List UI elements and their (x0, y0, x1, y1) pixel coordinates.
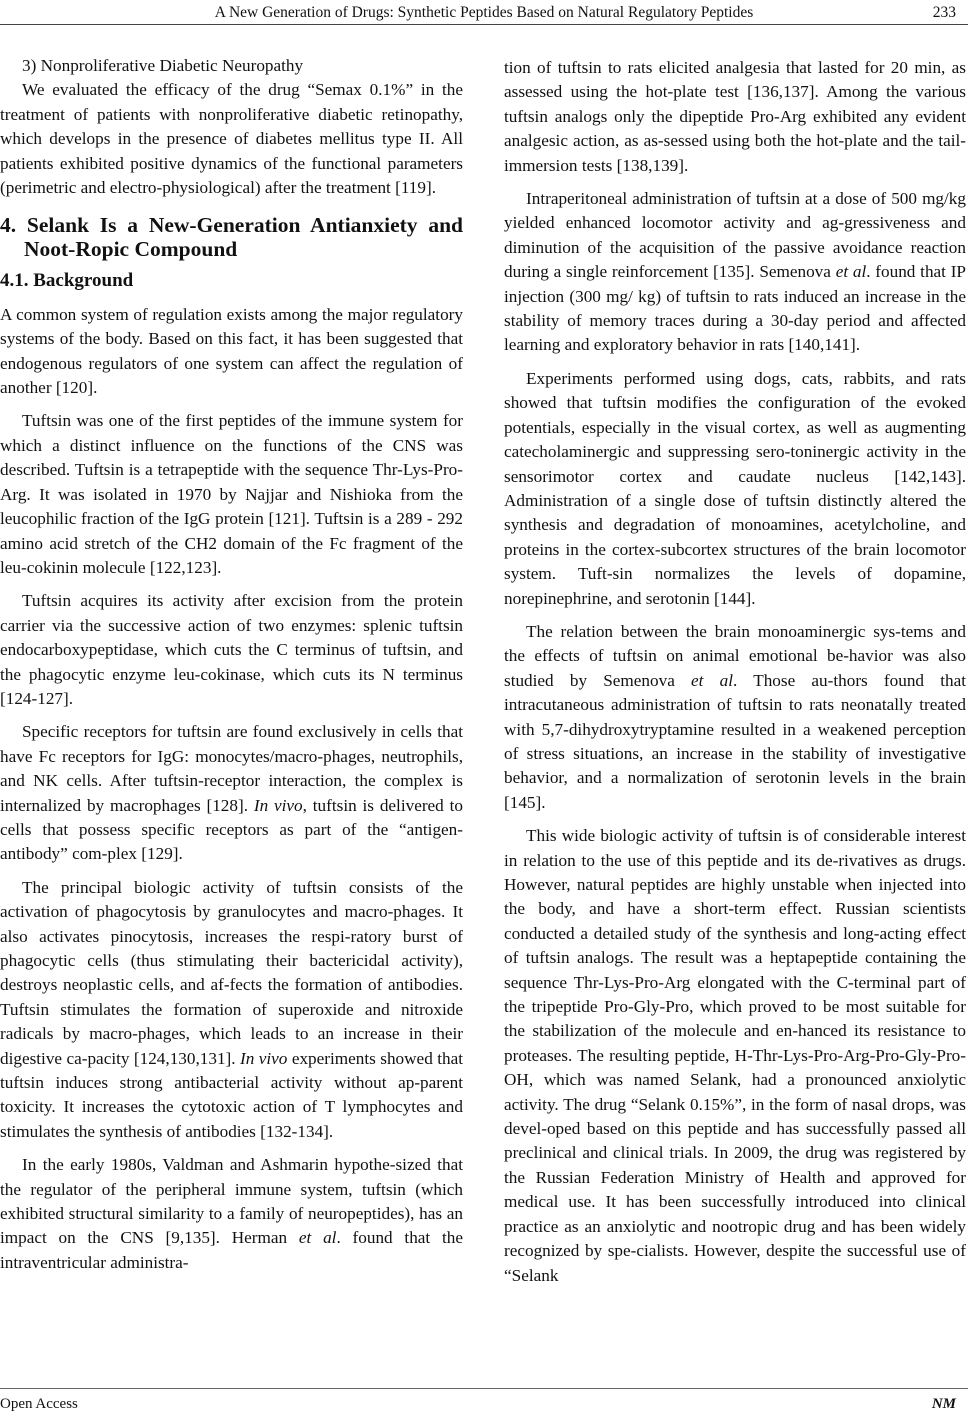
page-number: 233 (932, 4, 956, 21)
italic-text: et al (835, 262, 867, 282)
subsection-title: 4.1. Background (0, 270, 134, 292)
header-rule (0, 24, 968, 25)
text-run: Specific receptors for tuftsin are found exclusively in cells that have Fc receptors for IgG: monocytes/macro-phages, neutrophils, and NK cells. After tuftsin-receptor interaction, the complex is internalized by macrophages [128]. (0, 722, 463, 815)
section-title: 4. Selank Is a New-Generation Antianxiety and Noot-Ropic Compound (0, 213, 463, 262)
text-run: In the early 1980s, Valdman and Ashmarin hypothe-sized that the regulator of the peripheral immune system, tuftsin (which exhibited structural similarity to a family of neuropeptides), has an impact on the CNS [9,135]. Herman (0, 1155, 463, 1248)
running-title: A New Generation of Drugs: Synthetic Peptides Based on Natural Regulatory Peptides (214, 4, 754, 21)
text-run: experiments showed that tuftsin induces strong antibacterial activity without ap-parent toxicity. It increases the cytotoxic action of T lymphocytes and stimulates the synthesis of antibodies [132-134]. (0, 1048, 463, 1141)
left-column (0, 54, 463, 1284)
paragraph: Tuftsin was one of the first peptides of the immune system for which a distinct influence on the functions of the CNS was described. Tuftsin is a tetrapeptide with the sequence Thr-Lys-Pro-Arg. It was isolated in 1970 by Najjar and Nishioka from the leucophilic fraction of the IgG protein [121]. Tuftsin is a 289 - 292 amino acid stretch of the CH2 domain of the Fc fragment of the leu-cokinin molecule [122,123]. (0, 411, 463, 577)
text-run: Intraperitoneal administration of tuftsin at a dose of 500 mg/kg yielded enhanced locomotor activity and ag-gressiveness and diminution of the acquisition of the passive avoidance reaction during a single reinforcement [135]. Semenova (504, 189, 966, 282)
text-run: . found that the intraventricular administra- (0, 1228, 463, 1272)
paragraph (0, 720, 463, 866)
paragraph: Tuftsin acquires its activity after excision from the protein carrier via the successive action of two enzymes: splenic tuftsin endocarboxypeptidase, which cuts the C terminus of tuftsin, and the phagocytic enzyme leu-cokinase, which cuts its N terminus [124-127]. (0, 591, 463, 708)
text-run: The principal biologic activity of tuftsin consists of the activation of phagocytosis by granulocytes and macro-phages. It also activates pinocytosis, increases the respi-ratory burst of phagocytic cells (thus stimulating their bactericidal activity), destroys neoplastic cells, and af-fects the formation of antibodies. Tuftsin stimulates the formation of superoxide and nitroxide radicals by macro-phages, which leads to an increase in their digestive ca-pacity [124,130,131]. (0, 877, 463, 1068)
footer-journal-abbrev: NM (931, 1396, 956, 1412)
paragraph: A common system of regulation exists among the major regulatory systems of the body. Based on this fact, it has been suggested that endogenous regulators of one system can affect the regulation of another [120]. (0, 304, 463, 398)
italic-text: In vivo (253, 795, 303, 815)
text-run: The relation between the brain monoaminergic sys-tems and the effects of tuftsin on animal emotional be-havior was also studied by Semenova (504, 621, 966, 690)
text-run: . found that IP injection (300 mg/ kg) of tuftsin to rats induced an increase in the stability of memory traces during a 30-day period and affected learning and exploratory behavior in rats [140,141]. (504, 262, 966, 355)
right-column (504, 56, 966, 1297)
footer-open-access: Open Access (0, 1396, 78, 1412)
italic-text: et al (298, 1228, 337, 1248)
paragraph: We evaluated the efficacy of the drug “Semax 0.1%” in the treatment of patients with nonproliferative diabetic retinopathy, which develops in the presence of diabetes mellitus type II. All patients exhibited positive dynamics of the functional parameters (perimetric and electro-physiological) after the treatment [119]. (0, 80, 463, 198)
footer-rule (0, 1388, 968, 1389)
italic-text: In vivo (240, 1048, 288, 1068)
text-run: . Those au-thors found that intracutaneous administration of tuftsin to rats neonatally treated with 5,7-dihydroxytryptamine resulted in a weakened perception of stress situations, an increase in the stability of investigative behavior, and a normalization of serotonin levels in the brain [145]. (504, 670, 966, 812)
paragraph: tion of tuftsin to rats elicited analgesia that lasted for 20 min, as assessed using the hot-plate test [136,137]. Among the various tuftsin analogs only the dipeptide Pro-Arg exhibited any evident analgesic action, as as-sessed using both the hot-plate and the tail-immersion tests [138,139]. (504, 58, 966, 175)
paragraph (0, 1153, 463, 1275)
running-header (0, 0, 968, 24)
paragraph (504, 187, 966, 358)
paragraph: This wide biologic activity of tuftsin is of considerable interest in relation to the use of this peptide and its de-rivatives as drugs. However, natural peptides are highly unstable when injected into the body, and have a short-term effect. Russian scientists conducted a detailed study of the synthesis and long-acting effect of tuftsin analogs. The result was a heptapeptide containing the sequence Thr-Lys-Pro-Arg elongated with the C-terminal part of the tripeptide Pro-Gly-Pro, which proved to be most suitable for the stabilization of the molecule and en-hanced its resistance to proteases. The resulting peptide, H-Thr-Lys-Pro-Arg-Pro-Gly-Pro-OH, which was named Selank, had a pronounced anxiolytic activity. The drug “Selank 0.15%”, in the form of nasal drops, was devel-oped based on this peptide and has successfully passed all preclinical and clinical trials. In 2009, the drug was registered by the Russian Federation Ministry of Health and approved for medical use. It has been successfully introduced into clinical practice as an anxiolytic and nootropic drug and has been widely recognized by spe-cialists. However, despite the successful use of “Selank (504, 826, 966, 1285)
paragraph (504, 620, 966, 815)
sub-heading: 3) Nonproliferative Diabetic Neuropathy (22, 56, 304, 75)
page-footer (0, 1380, 968, 1416)
italic-text: et al (691, 670, 734, 690)
text-run: , tuftsin is delivered to cells that possess specific receptors as part of the “antigen-antibody” com-plex [129]. (0, 795, 463, 864)
paragraph: Experiments performed using dogs, cats, rabbits, and rats showed that tuftsin modifies the configuration of the evoked potentials, especially in the visual cortex, as well as augmenting catecholaminergic and suppressing sero-toninergic activity in the sensorimotor cortex and caudate nucleus [142,143]. Administration of a single dose of tuftsin distinctly altered the synthesis and degradation of monoamines, acetylcholine, and proteins in the cortex-subcortex structures of the brain locomotor system. Tuft-sin normalizes the levels of dopamine, norepinephrine, and serotonin [144]. (504, 368, 966, 608)
paragraph (0, 876, 463, 1144)
